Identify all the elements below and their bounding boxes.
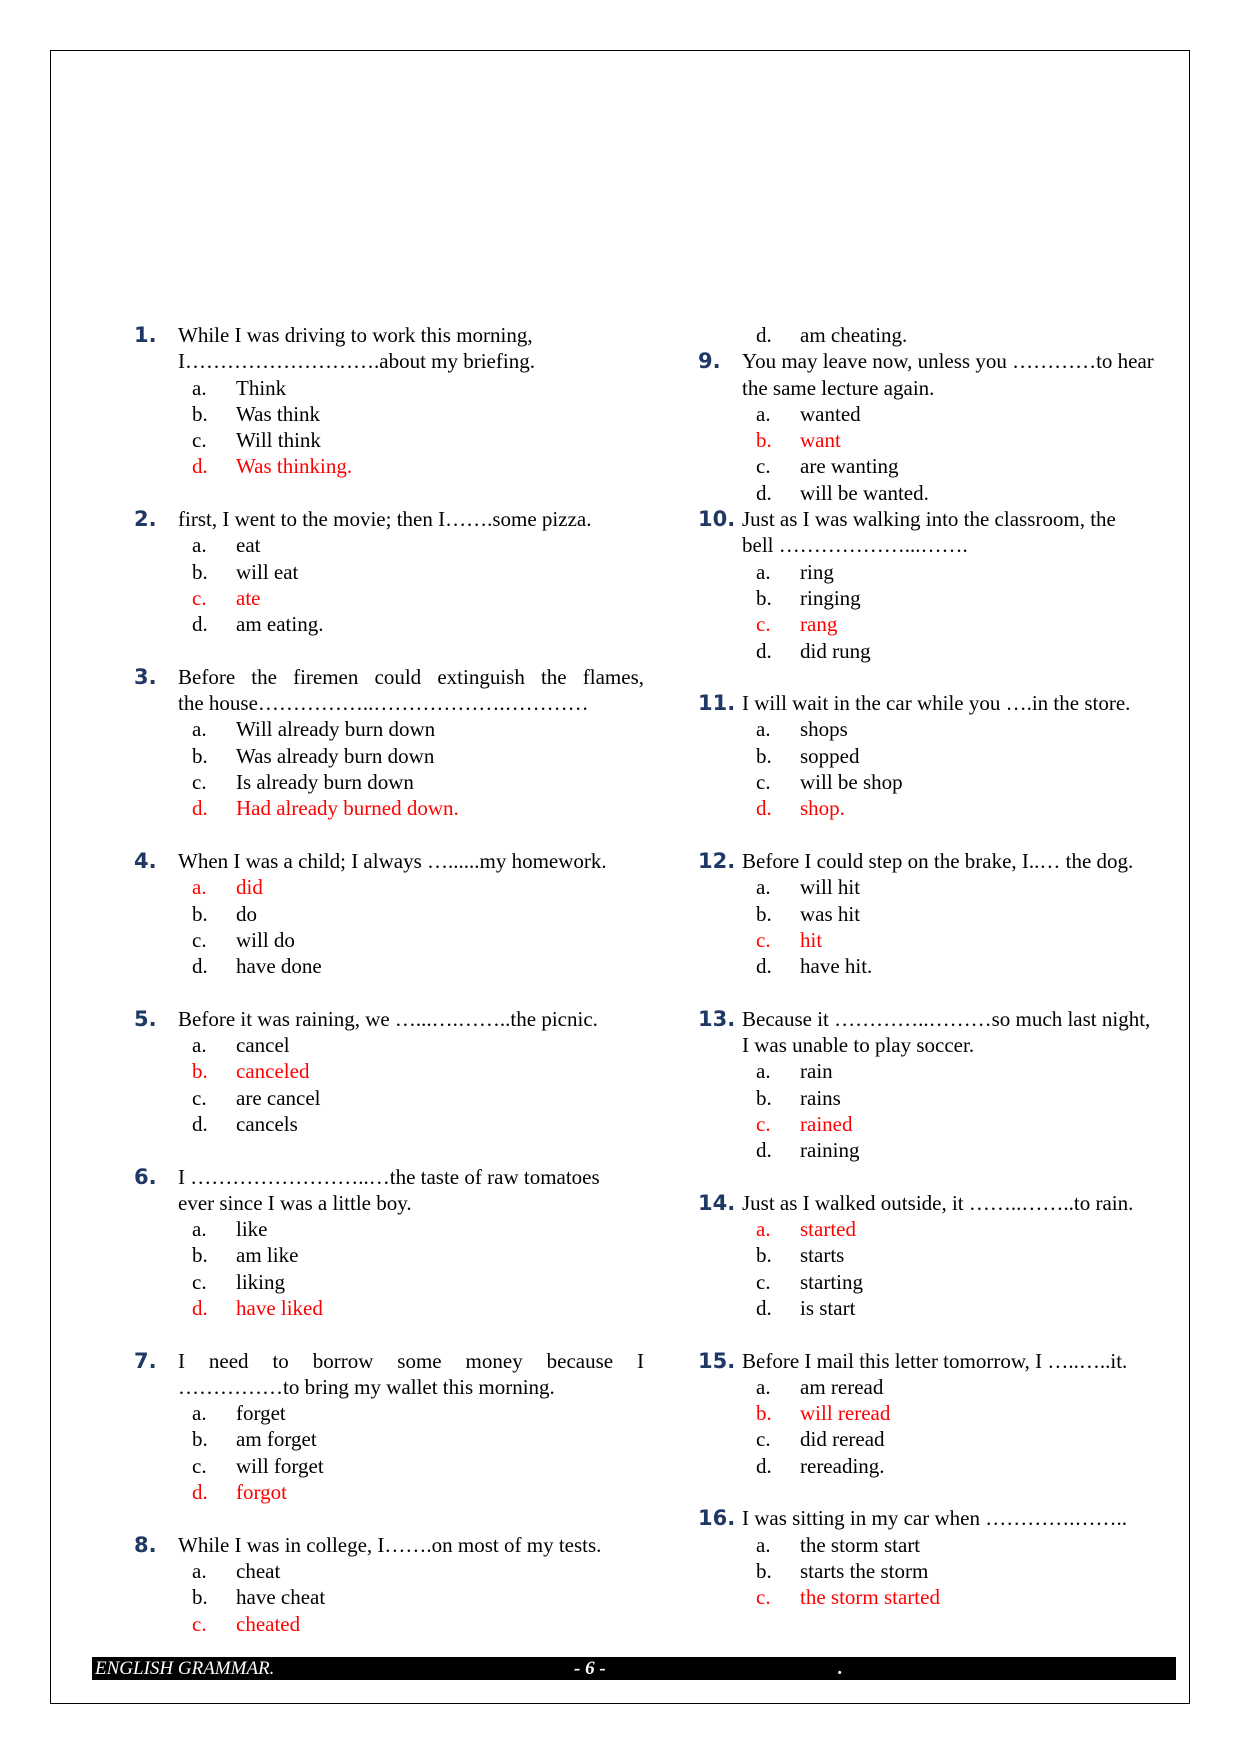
option-text: will eat [236, 559, 299, 584]
option-text: forgot [236, 1480, 287, 1505]
option-text: shop. [800, 796, 845, 821]
option-correct-answer [134, 1479, 644, 1505]
option-letter: d. [756, 1138, 772, 1163]
question-text [178, 1532, 644, 1558]
option-letter: d. [756, 480, 772, 505]
question [698, 690, 1198, 821]
question-text-line: While I was in college, I…….on most of my tests. [178, 1532, 602, 1557]
option [134, 1111, 644, 1137]
option-list [134, 716, 644, 821]
option-correct-answer [698, 1584, 1198, 1610]
option-letter: b. [756, 1085, 772, 1110]
question-number: 9. [698, 349, 721, 374]
question-gap [698, 822, 1198, 848]
question-text-line: Before I mail this letter tomorrow, I …..…..it. [742, 1348, 1128, 1373]
option-letter: d. [192, 796, 208, 821]
option-letter: c. [192, 1269, 207, 1294]
option [698, 322, 1198, 348]
option-text: cancels [236, 1111, 298, 1136]
option-text: Is already burn down [236, 770, 414, 795]
option-letter: d. [756, 1295, 772, 1320]
option-correct-answer [134, 1611, 644, 1637]
option [134, 532, 644, 558]
option [698, 743, 1198, 769]
option-text: wanted [800, 401, 861, 426]
option-list [134, 874, 644, 979]
question-text [178, 1006, 644, 1032]
option-text: cheated [236, 1611, 301, 1636]
question-number: 5. [134, 1006, 157, 1031]
question-text-line: I was unable to play soccer. [742, 1033, 975, 1058]
option-letter: b. [192, 901, 208, 926]
option [134, 1453, 644, 1479]
option [134, 559, 644, 585]
question-gap [698, 979, 1198, 1005]
option-letter: d. [756, 954, 772, 979]
option [134, 1269, 644, 1295]
option-letter: c. [192, 1611, 207, 1636]
question [134, 322, 644, 480]
option-text: am like [236, 1243, 299, 1268]
question-gap [698, 1164, 1198, 1190]
option-correct-answer [134, 453, 644, 479]
option-text: am eating. [236, 612, 324, 637]
question-text [742, 1190, 1198, 1216]
option-letter: d. [192, 612, 208, 637]
option-text: was hit [800, 901, 861, 926]
option-text: Will already burn down [236, 717, 436, 742]
option-text: did rung [800, 638, 871, 663]
option-letter: b. [756, 743, 772, 768]
option-text: rang [800, 612, 838, 637]
option-letter: c. [756, 927, 771, 952]
option-list [698, 1058, 1198, 1163]
option [134, 375, 644, 401]
question-number: 10. [698, 507, 736, 532]
question-number: 16. [698, 1506, 736, 1531]
question [134, 1532, 644, 1637]
option-letter: c. [756, 1111, 771, 1136]
question-number: 7. [134, 1348, 157, 1373]
option-letter: d. [756, 1453, 772, 1478]
question-text-line: ……………to bring my wallet this morning. [178, 1374, 555, 1399]
option-text: started [800, 1217, 856, 1242]
option-letter: b. [192, 1427, 208, 1452]
question-gap [134, 822, 644, 848]
question-gap [698, 664, 1198, 690]
option-text: are wanting [800, 454, 899, 479]
option-letter: b. [192, 401, 208, 426]
option-text: want [800, 428, 841, 453]
option-text: ate [236, 585, 261, 610]
option [698, 453, 1198, 479]
option [134, 927, 644, 953]
option-text: rained [800, 1111, 853, 1136]
option-letter: b. [756, 428, 772, 453]
option-letter: b. [192, 1585, 208, 1610]
option-letter: c. [756, 1269, 771, 1294]
question [698, 1505, 1198, 1610]
left-column [134, 322, 644, 1637]
option-letter: a. [192, 533, 207, 558]
option-list [698, 1216, 1198, 1321]
option-list [698, 322, 1198, 348]
option-list [698, 559, 1198, 664]
option-correct-answer [134, 1058, 644, 1084]
option-text: the storm start [800, 1532, 921, 1557]
question-gap [134, 638, 644, 664]
option-list [134, 1400, 644, 1505]
option-text: am reread [800, 1374, 884, 1399]
option [134, 401, 644, 427]
question-text [742, 690, 1198, 716]
question-text-line: bell ………………...……. [742, 533, 968, 558]
option-letter: b. [192, 1059, 208, 1084]
question-text-line: Before the firemen could extinguish the flames, [178, 664, 644, 689]
option-letter: c. [192, 428, 207, 453]
question [698, 1348, 1198, 1479]
option-text: ringing [800, 585, 861, 610]
question-number: 6. [134, 1164, 157, 1189]
option-letter: c. [756, 770, 771, 795]
question [698, 1190, 1198, 1321]
option [698, 1269, 1198, 1295]
question-number: 11. [698, 691, 736, 716]
question [134, 506, 644, 637]
option-letter: d. [192, 954, 208, 979]
question-gap [698, 1321, 1198, 1347]
option-text: rains [800, 1085, 841, 1110]
question-text-line: I……………………….about my briefing. [178, 349, 535, 374]
option [698, 1242, 1198, 1268]
option [698, 1374, 1198, 1400]
option-text: is start [800, 1295, 856, 1320]
option-list [698, 874, 1198, 979]
option [698, 585, 1198, 611]
option [134, 1558, 644, 1584]
question [698, 1006, 1198, 1164]
option-correct-answer [134, 1295, 644, 1321]
option-letter: d. [192, 1480, 208, 1505]
option-letter: c. [756, 1427, 771, 1452]
option-letter: c. [756, 612, 771, 637]
option-letter: a. [192, 375, 207, 400]
option-letter: b. [756, 1558, 772, 1583]
option-letter: d. [756, 323, 772, 347]
option-correct-answer [698, 927, 1198, 953]
option [698, 1295, 1198, 1321]
question-text [178, 322, 644, 375]
question-gap [134, 480, 644, 506]
option-text: Was already burn down [236, 743, 435, 768]
question-number: 1. [134, 323, 157, 347]
question-text-line: Before it was raining, we …...….……..the picnic. [178, 1006, 598, 1031]
question-text-line: Just as I was walking into the classroom, the [742, 507, 1116, 532]
question-gap [698, 1479, 1198, 1505]
option-letter: a. [756, 1217, 771, 1242]
option [134, 716, 644, 742]
option-list [134, 1032, 644, 1137]
option [698, 480, 1198, 506]
option-letter: a. [756, 717, 771, 742]
option-text: will be wanted. [800, 480, 929, 505]
option-list [134, 1558, 644, 1637]
question-gap [134, 1137, 644, 1163]
question [134, 848, 644, 979]
option [698, 716, 1198, 742]
option-text: rereading. [800, 1453, 885, 1478]
question-text-line: Just as I walked outside, it ……..……..to rain. [742, 1190, 1134, 1215]
option [698, 1058, 1198, 1084]
option [698, 638, 1198, 664]
option-text: starts [800, 1243, 845, 1268]
question-number: 2. [134, 507, 157, 532]
question-number: 14. [698, 1190, 736, 1215]
option-text: have liked [236, 1295, 323, 1320]
question-gap [134, 979, 644, 1005]
question-text [178, 506, 644, 532]
option-letter: d. [756, 796, 772, 821]
footer-dot: . [838, 1658, 843, 1679]
option [698, 769, 1198, 795]
question-number: 13. [698, 1006, 736, 1031]
option-letter: b. [192, 1243, 208, 1268]
footer-bar [92, 1657, 1176, 1680]
option-text: eat [236, 533, 261, 558]
option-letter: a. [192, 1558, 207, 1583]
page-number: - 6 - [574, 1658, 606, 1679]
option [134, 1584, 644, 1610]
option [698, 1426, 1198, 1452]
option-text: do [236, 901, 257, 926]
option-correct-answer [698, 611, 1198, 637]
option-list [134, 1216, 644, 1321]
option-letter: a. [756, 401, 771, 426]
option-correct-answer [698, 427, 1198, 453]
option-text: are cancel [236, 1085, 321, 1110]
option-letter: a. [756, 1374, 771, 1399]
option-letter: a. [192, 1217, 207, 1242]
question [134, 664, 644, 822]
option-letter: b. [756, 585, 772, 610]
option-letter: a. [756, 1532, 771, 1557]
option-letter: b. [756, 901, 772, 926]
option-text: have cheat [236, 1585, 326, 1610]
option-text: forget [236, 1401, 286, 1426]
option-correct-answer [134, 795, 644, 821]
option-text: ring [800, 559, 834, 584]
option-text: starts the storm [800, 1558, 929, 1583]
question-text [742, 1505, 1198, 1531]
option [134, 1242, 644, 1268]
option-letter: c. [756, 454, 771, 479]
option-letter: c. [192, 1453, 207, 1478]
option-text: will hit [800, 875, 861, 900]
right-column [698, 322, 1198, 1611]
option [698, 901, 1198, 927]
option-text: Think [236, 375, 287, 400]
option-text: will do [236, 927, 295, 952]
option-text: shops [800, 717, 848, 742]
option-letter: c. [192, 770, 207, 795]
option-letter: a. [192, 1033, 207, 1058]
option-text: Will think [236, 428, 321, 453]
question-gap [134, 1321, 644, 1347]
question-text [742, 348, 1198, 401]
question-text [742, 1348, 1198, 1374]
option-text: will forget [236, 1453, 324, 1478]
option-letter: d. [756, 638, 772, 663]
option-letter: d. [192, 1111, 208, 1136]
option-list [698, 1532, 1198, 1611]
option [698, 1453, 1198, 1479]
question-gap [134, 1505, 644, 1531]
option-text: have hit. [800, 954, 873, 979]
option-list [134, 532, 644, 637]
question-text [178, 1164, 644, 1217]
option-text: sopped [800, 743, 860, 768]
option-letter: a. [192, 717, 207, 742]
option-list [698, 1374, 1198, 1479]
option [698, 953, 1198, 979]
option-correct-answer [698, 1216, 1198, 1242]
option-text: did reread [800, 1427, 885, 1452]
question-text-line: I ……………………..…the taste of raw tomatoes [178, 1164, 600, 1189]
option-letter: c. [756, 1585, 771, 1610]
option-letter: a. [756, 559, 771, 584]
option-list [134, 375, 644, 480]
question-text-line: I was sitting in my car when ………….…….. [742, 1506, 1127, 1531]
option-text: hit [800, 927, 823, 952]
question [698, 848, 1198, 979]
question-text [742, 506, 1198, 559]
question-text-line: While I was driving to work this morning, [178, 323, 533, 347]
option-text: Was thinking. [236, 454, 353, 479]
option-text: canceled [236, 1059, 310, 1084]
option-letter: a. [756, 1059, 771, 1084]
option-text: liking [236, 1269, 286, 1294]
option [698, 401, 1198, 427]
question-text-line: When I was a child; I always …......my homework. [178, 848, 607, 873]
question-number: 3. [134, 664, 157, 689]
option [134, 1426, 644, 1452]
question-number: 15. [698, 1348, 736, 1373]
option-text: raining [800, 1138, 860, 1163]
option [134, 743, 644, 769]
option-text: the storm started [800, 1585, 940, 1610]
question-text-line: I need to borrow some money because I [178, 1348, 644, 1373]
option-letter: d. [192, 1295, 208, 1320]
question-text-line: You may leave now, unless you …………to hear [742, 349, 1154, 374]
option-correct-answer [698, 1111, 1198, 1137]
option-text: have done [236, 954, 322, 979]
option [134, 427, 644, 453]
option [134, 901, 644, 927]
option-text: cheat [236, 1558, 281, 1583]
option [134, 1085, 644, 1111]
option-text: like [236, 1217, 268, 1242]
option [698, 1085, 1198, 1111]
option-correct-answer [134, 585, 644, 611]
option [134, 611, 644, 637]
question-text-line: the house……………..……………….………… [178, 691, 589, 716]
option-correct-answer [698, 795, 1198, 821]
question [698, 506, 1198, 664]
footer-title: ENGLISH GRAMMAR. [95, 1658, 275, 1679]
question [134, 1164, 644, 1322]
question-number: 12. [698, 848, 736, 873]
option [134, 1216, 644, 1242]
option-letter: a. [192, 1401, 207, 1426]
option-letter: a. [192, 875, 207, 900]
question [698, 348, 1198, 506]
option-text: starting [800, 1269, 863, 1294]
option [698, 874, 1198, 900]
option-text: will be shop [800, 770, 903, 795]
option-text: Was think [236, 401, 321, 426]
question-text [178, 1348, 644, 1401]
option-correct-answer [698, 1400, 1198, 1426]
question-text-line: I will wait in the car while you ….in the store. [742, 691, 1131, 716]
question-text-line: the same lecture again. [742, 375, 935, 400]
question-text [178, 848, 644, 874]
question [134, 1006, 644, 1137]
option-letter: b. [192, 743, 208, 768]
option [134, 1032, 644, 1058]
question-text [178, 664, 644, 717]
question [134, 1348, 644, 1506]
option [134, 769, 644, 795]
option-letter: b. [756, 1243, 772, 1268]
question-text-line: first, I went to the movie; then I…….some pizza. [178, 507, 592, 532]
option-letter: d. [192, 454, 208, 479]
question-text-line: Because it …………..………so much last night, [742, 1006, 1151, 1031]
question-text [742, 848, 1198, 874]
option-text: rain [800, 1059, 833, 1084]
option-text: will reread [800, 1401, 891, 1426]
option-text: Had already burned down. [236, 796, 459, 821]
option-letter: b. [192, 559, 208, 584]
question-text [742, 1006, 1198, 1059]
option-text: did [236, 875, 263, 900]
option-letter: c. [192, 585, 207, 610]
option-text: am forget [236, 1427, 317, 1452]
option-letter: c. [192, 1085, 207, 1110]
option [698, 559, 1198, 585]
option-correct-answer [134, 874, 644, 900]
option [134, 1400, 644, 1426]
question-text-line: ever since I was a little boy. [178, 1190, 412, 1215]
option [698, 1137, 1198, 1163]
question-number: 4. [134, 848, 157, 873]
question-text-line: Before I could step on the brake, I..… the dog. [742, 848, 1134, 873]
option-letter: a. [756, 875, 771, 900]
option-text: am cheating. [800, 323, 908, 347]
question [698, 322, 1198, 348]
option [134, 953, 644, 979]
option [698, 1558, 1198, 1584]
question-number: 8. [134, 1532, 157, 1557]
option-letter: c. [192, 927, 207, 952]
option-letter: b. [756, 1401, 772, 1426]
option-list [698, 716, 1198, 821]
option-text: cancel [236, 1033, 290, 1058]
option-list [698, 401, 1198, 506]
option [698, 1532, 1198, 1558]
